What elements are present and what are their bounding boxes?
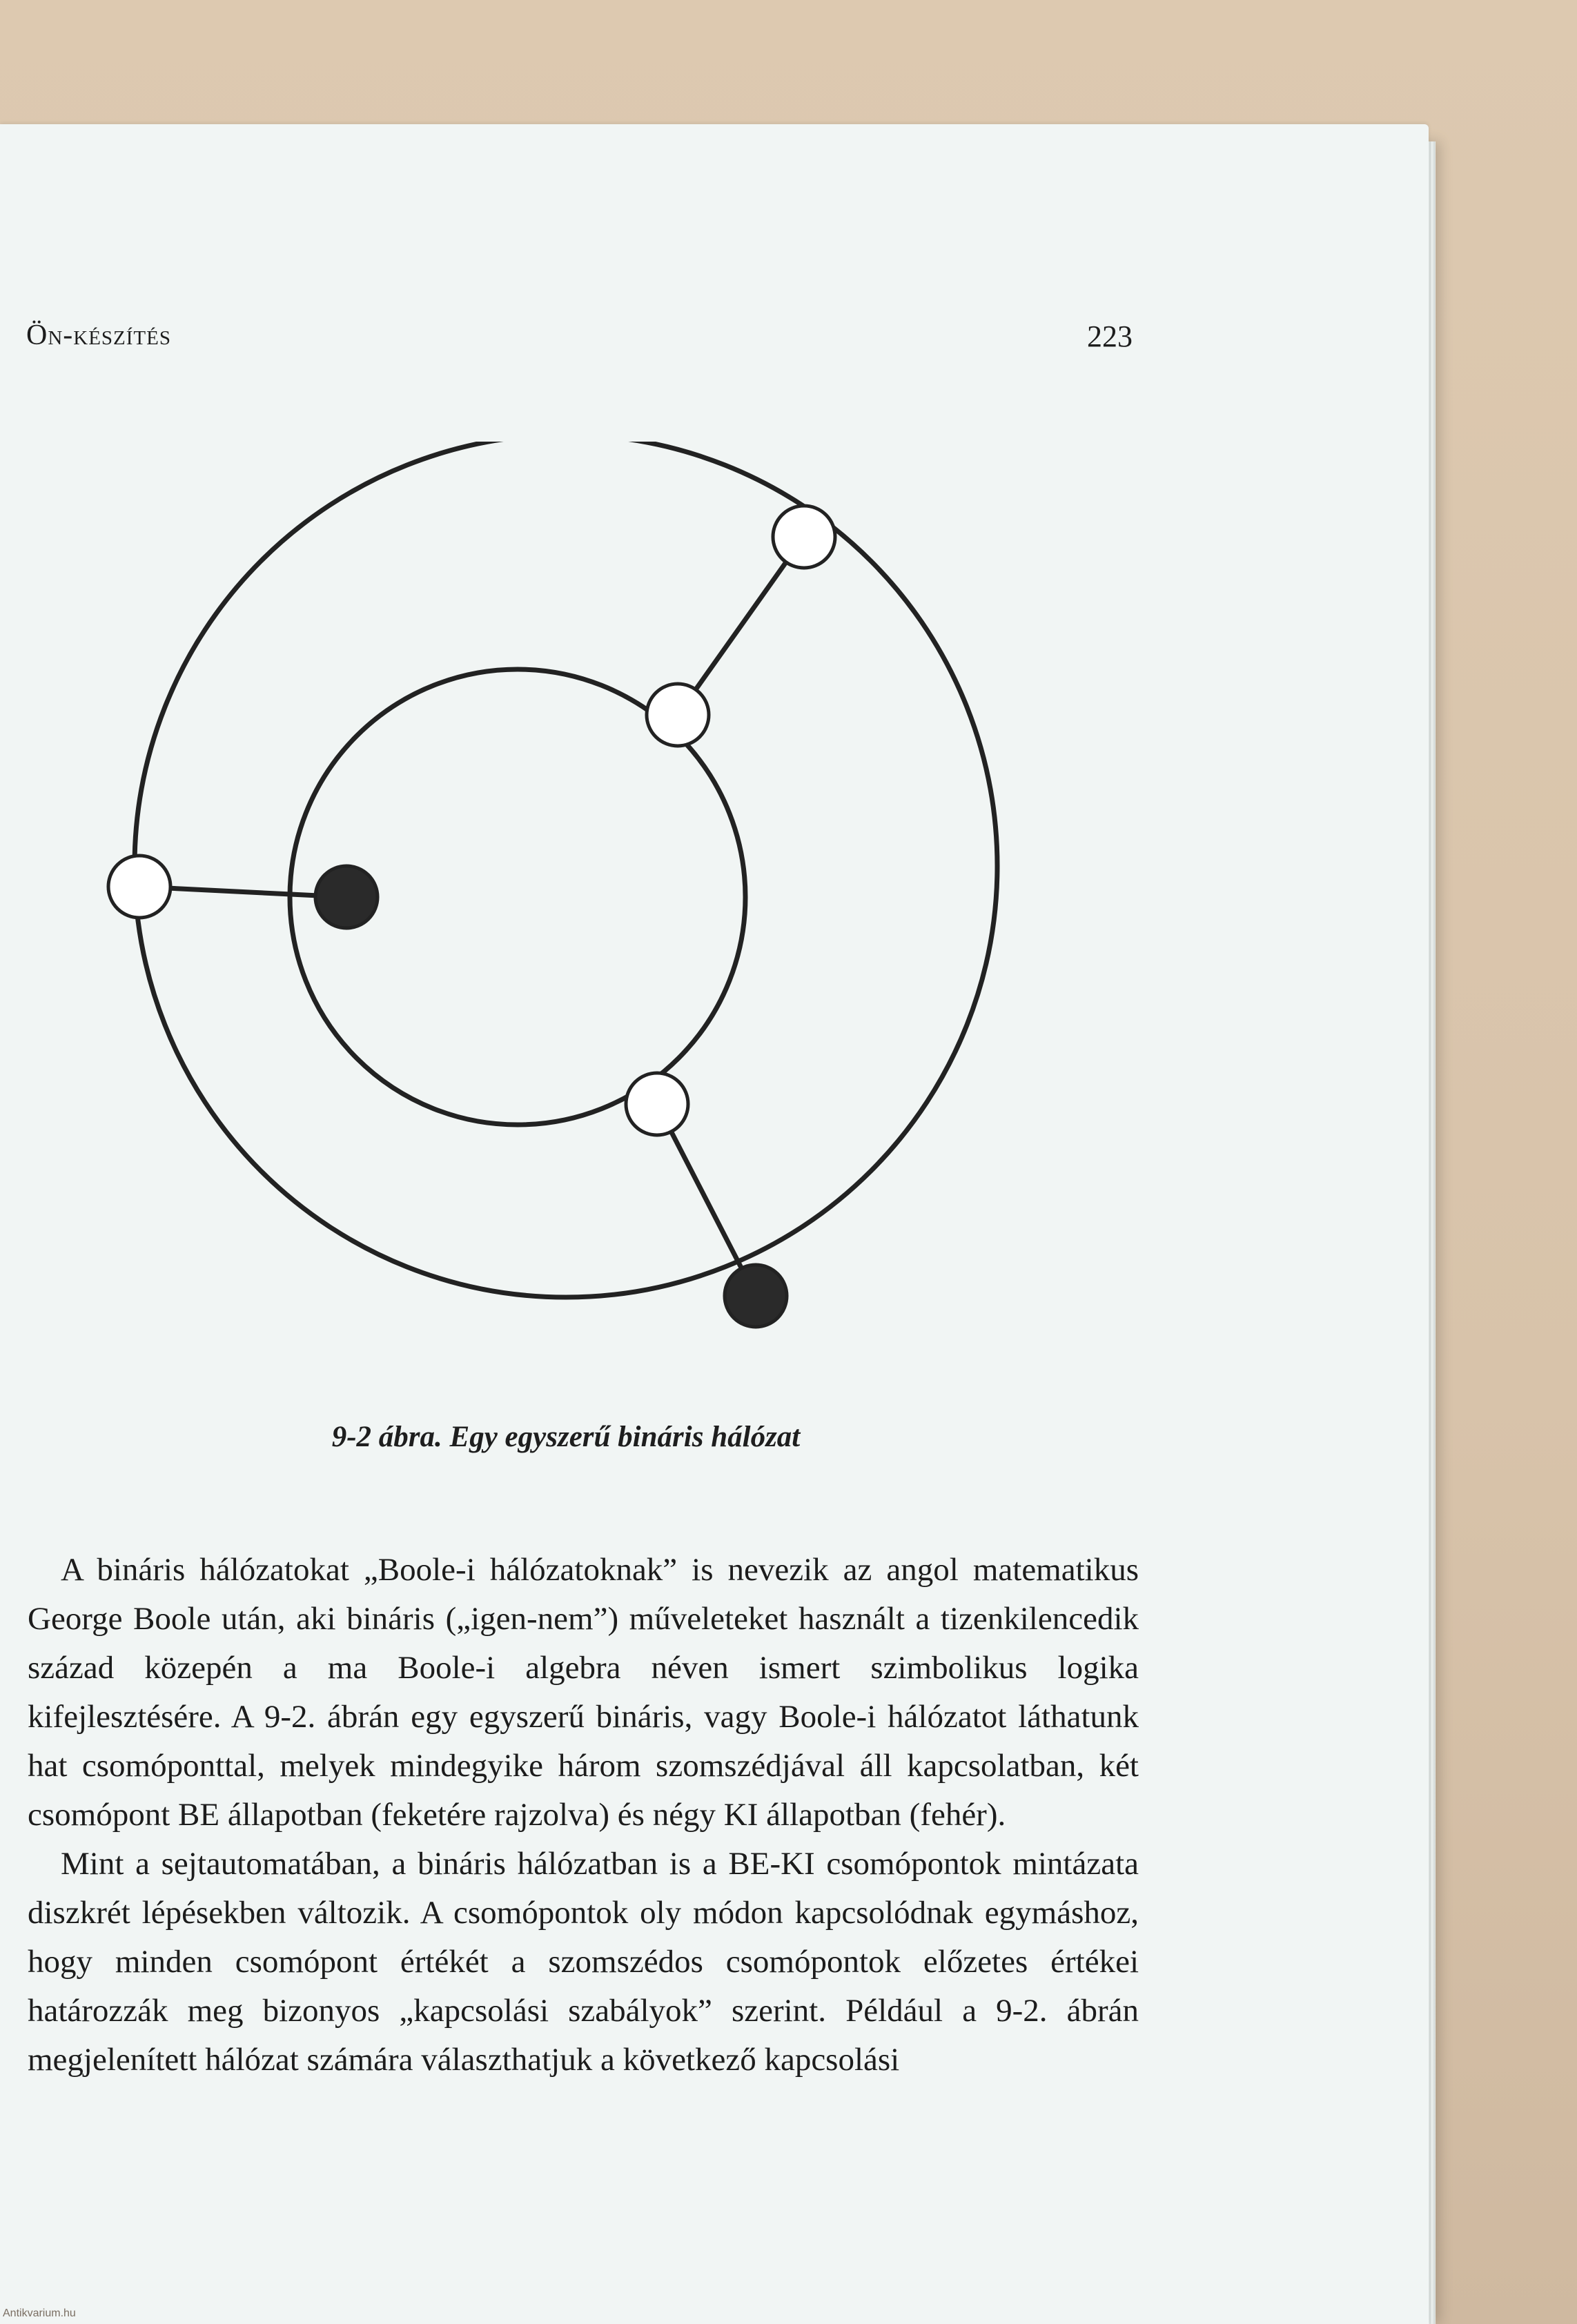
- node-off-inner-bottom: [626, 1073, 688, 1135]
- paragraph: A bináris hálózatokat „Boole-i hálózatoknak” is nevezik az angol matematikus George Boole után, aki bináris („igen-nem”) műveleteket használt a tizenkilencedik század közepén a ma Boole-i algebra néven ismert szimbolikus logika kifejlesztésére. A 9-2. ábrán egy egyszerű bináris, vagy Boole-i hálózatot láthatunk hat csomóponttal, melyek mindegyike három szomszédjával áll kapcsolatban, két csomópont BE állapotban (feketére rajzolva) és négy KI állapotban (fehér).: [28, 1552, 1139, 1833]
- watermark: Antikvarium.hu: [3, 2307, 76, 2319]
- running-head: Ön-készítés: [26, 319, 171, 351]
- page-number: 223: [1087, 319, 1133, 353]
- node-off-outer-top: [773, 506, 835, 568]
- figure-caption: 9-2 ábra. Egy egyszerű bináris hálózat: [331, 1421, 801, 1453]
- node-off-outer-left: [108, 856, 170, 918]
- node-off-inner-top: [647, 684, 709, 746]
- binary-network-figure: [104, 442, 1015, 1380]
- network-diagram: [104, 442, 1015, 1380]
- paragraph: Mint a sejtautomatában, a bináris hálózatban is a BE-KI csomópontok mintázata diszkrét lépésekben változik. A csomópontok oly módon kapcsolódnak egymáshoz, hogy minden csomópont értékét a szomszédos csomópontok előzetes értékei határozzák meg bizonyos „kapcsolási szabályok” szerint. Például a 9-2. ábrán megjelenített hálózat számára választhatjuk a következő kapcsolási: [28, 1846, 1139, 2078]
- body-text: [28, 1546, 1139, 2085]
- node-on-inner-left: [315, 866, 378, 928]
- outer-ring: [135, 442, 997, 1297]
- node-on-outer-bottom: [725, 1265, 787, 1327]
